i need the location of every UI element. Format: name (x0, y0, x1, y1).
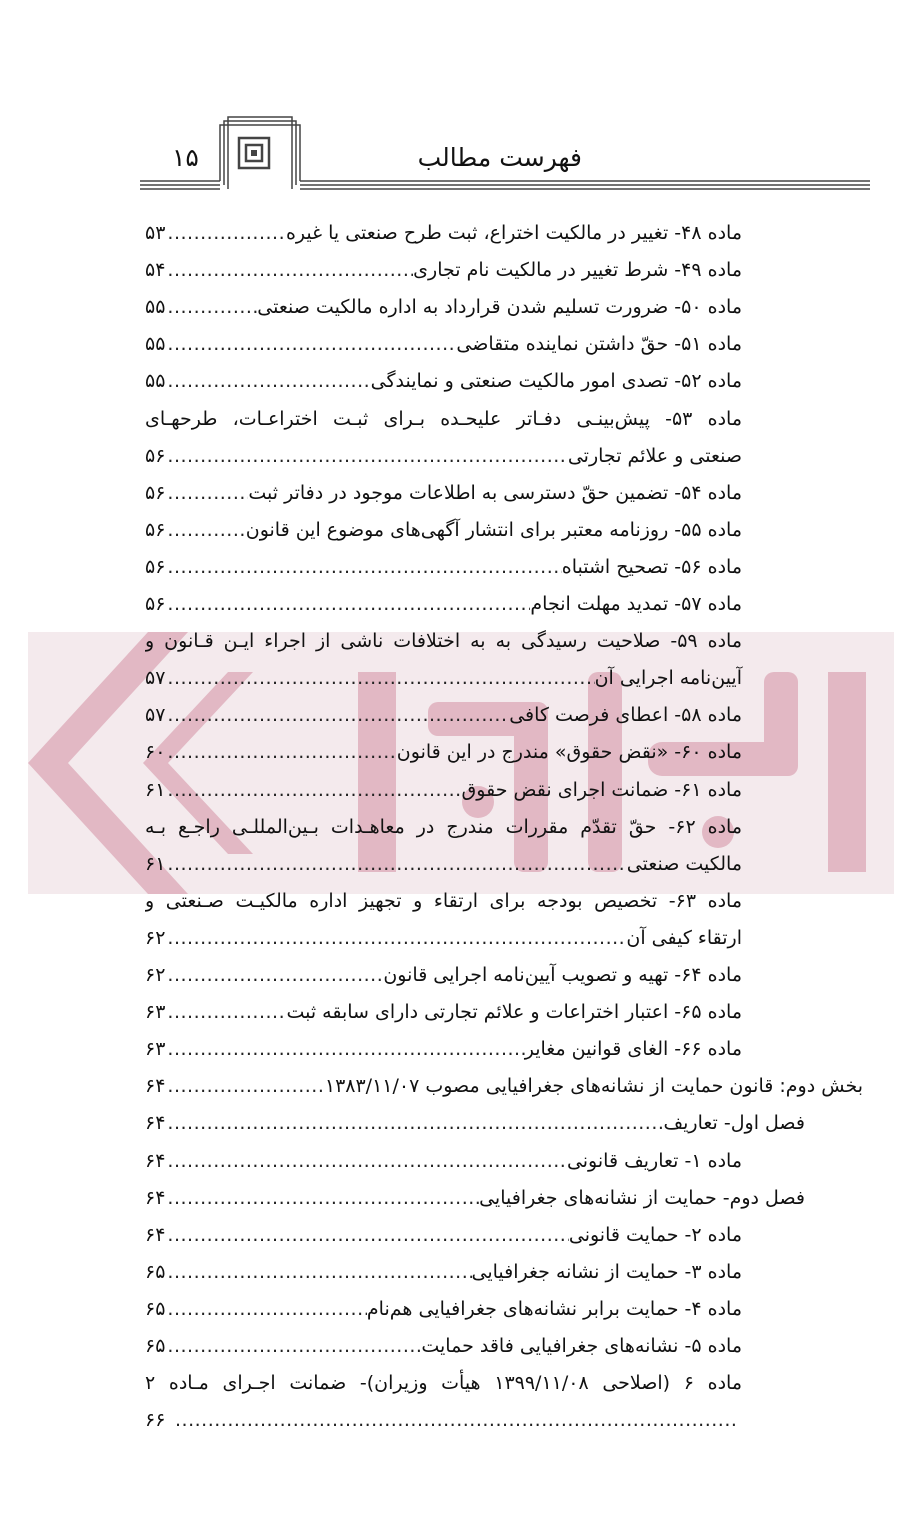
toc-entry-first-line: ماده ۵۳- پیش‌بینـی دفـاتر علیحـده بـرای ثبـت اختراعـات، طرحهـای (145, 407, 742, 430)
toc-entry-page: ۵۶ (145, 481, 166, 504)
toc-entry-title: ماده ۶۴- تهیه و تصویب آیین‌نامه اجرایی قانون (383, 964, 742, 986)
toc-entry-title: ماده ۵۵- روزنامه معتبر برای انتشار آگهی‌های موضوع این قانون (245, 518, 742, 541)
toc-entry-title: ماده ۵۷- تمدید مهلت انجام (530, 593, 742, 615)
toc-entry (145, 1255, 742, 1289)
toc-entry-title: ماده ۶۵- اعتبار اختراعات و علائم تجارتی دارای سابقه ثبت (286, 1001, 742, 1024)
toc-entry (145, 327, 742, 361)
toc-entry (145, 476, 742, 510)
toc-entry-page: ۶۰ (145, 741, 166, 764)
toc-entry-title: مالکیت صنعتی (626, 852, 742, 875)
toc-entry-title: ماده ۵۰- ضرورت تسلیم شدن قرارداد به اداره مالکیت صنعتی (257, 296, 742, 319)
toc-entry-page: ۵۶ (145, 555, 166, 578)
toc-leader-dots (167, 1106, 663, 1140)
toc-entry (145, 439, 742, 473)
toc-entry-page: ۵۷ (145, 704, 166, 727)
toc-entry (145, 661, 742, 695)
toc-entry (145, 921, 742, 955)
toc-leader-dots (167, 476, 248, 510)
toc-leader-dots (167, 1144, 567, 1178)
toc-entry-page: ۵۵ (145, 370, 166, 393)
toc-leader-dots (167, 513, 245, 547)
toc-entry-title: ماده ۶۰- «نقض حقوق» مندرج در این قانون (396, 741, 742, 764)
toc-entry (145, 550, 742, 584)
toc-entry-title: ماده ۱- تعاریف قانونی (566, 1149, 742, 1172)
toc-entry-page: ۶۵ (145, 1297, 166, 1320)
toc-entry (145, 1329, 742, 1363)
toc-entry-title: ماده ۳- حمایت از نشانه جغرافیایی (471, 1260, 742, 1283)
toc-leader-dots (167, 735, 396, 769)
toc-entry-first-line: ماده ۶۲- حقّ تقدّم مقررات مندرج در معاهـدات بـین‌المللـی راجـع بـه (145, 815, 742, 838)
toc-entry-page: ۶۳ (145, 1001, 166, 1024)
toc-entry (145, 587, 742, 621)
toc-leader-dots (167, 290, 257, 324)
toc-entry-page: ۵۵ (145, 333, 166, 356)
toc-entry-title: ماده ۵۴- تضمین حقّ دسترسی به اطلاعات موجود در دفاتر ثبت (248, 481, 742, 504)
toc-leader-dots (167, 1181, 479, 1215)
toc-leader-dots (167, 253, 413, 287)
toc-entry-title: ماده ۶۱- ضمانت اجرای نقض حقوق (461, 778, 742, 801)
toc-leader-dots (167, 1218, 568, 1252)
toc-entry (145, 1106, 805, 1140)
toc-leader-dots (167, 661, 594, 695)
toc-entry-page: ۶۴ (145, 1149, 166, 1172)
toc-entry-page: ۶۴ (145, 1223, 166, 1246)
toc-entry-page: ۶۴ (145, 1112, 166, 1135)
toc-entry-page: ۵۴ (145, 259, 166, 282)
toc-entry-title: ماده ۴- حمایت برابر نشانه‌های جغرافیایی هم‌نام (366, 1297, 742, 1320)
toc-entry (145, 1292, 742, 1326)
toc-leader-dots (167, 1292, 367, 1326)
toc-entry-title: ماده ۵۱- حقّ داشتن نماینده متقاضی (456, 333, 742, 356)
toc-leader-dots (167, 995, 286, 1029)
toc-leader-dots (167, 550, 561, 584)
toc-leader-dots (167, 364, 370, 398)
toc-entry (145, 1144, 742, 1178)
toc-entry (145, 698, 742, 732)
toc-entry (145, 513, 742, 547)
toc-entry-page: ۵۷ (145, 667, 166, 690)
toc-entry (145, 1218, 742, 1252)
toc-entry-title: ماده ۵۸- اعطای فرصت کافی (509, 704, 742, 727)
page-header (140, 115, 870, 195)
toc-entry (145, 773, 742, 807)
page-number: ۱۵ (172, 143, 199, 172)
toc-entry (145, 290, 742, 324)
toc-leader-dots (167, 847, 626, 881)
toc-entry-title: صنعتی و علائم تجارتی (567, 444, 742, 467)
toc-entry-title: ماده ۴۹- شرط تغییر در مالکیت نام تجاری (413, 259, 742, 282)
toc-entry-first-line: ماده ۵۹- صلاحیت رسیدگی به به اختلافات ناشی از اجراء ایـن قـانون و (145, 630, 742, 653)
toc-leader-dots (167, 773, 461, 807)
toc-entry-page: ۶۳ (145, 1038, 166, 1061)
toc-entry-first-line: ماده ۶ (اصلاحی ۱۳۹۹/۱۱/۰۸ هیأت وزیران)- ضمانت اجـرای مـاده ۲ (145, 1372, 742, 1395)
toc-entry-title: آیین‌نامه اجرایی آن (594, 667, 742, 690)
toc-entry-page: ۵۶ (145, 444, 166, 467)
toc-entry-page: ۶۱ (145, 778, 166, 801)
toc-entry-title: فصل دوم- حمایت از نشانه‌های جغرافیایی (479, 1186, 805, 1209)
toc-leader-dots (167, 1069, 324, 1103)
toc-leader-dots (167, 698, 509, 732)
toc-entry-page: ۵۶ (145, 593, 166, 615)
toc-entry-page: ۵۶ (145, 518, 166, 541)
toc-leader-dots (167, 216, 286, 250)
toc-leader-dots (167, 1329, 421, 1363)
toc-leader-dots (167, 1255, 471, 1289)
toc-leader-dots (167, 327, 456, 361)
toc-leader-dots (167, 958, 383, 992)
toc-leader-dots (175, 1403, 735, 1437)
toc-entry-page: ۵۵ (145, 296, 166, 319)
toc-entry-title: فصل اول- تعاریف (663, 1112, 805, 1135)
toc-entry-title: ماده ۲- حمایت قانونی (568, 1223, 742, 1246)
toc-entry-page: ۶۱ (145, 852, 166, 875)
toc-entry (145, 253, 742, 287)
toc-entry (145, 847, 742, 881)
toc-entry-page: ۶۴ (145, 1186, 166, 1209)
toc-leader-dots (167, 1032, 524, 1066)
toc-entry-page: ۵۳ (145, 222, 166, 244)
toc-entry-title: ماده ۶۶- الغای قوانین مغایر (524, 1038, 742, 1061)
toc-entry-page: ۶۴ (145, 1075, 166, 1098)
toc-entry-title: ماده ۴۸- تغییر در مالکیت اختراع، ثبت طرح صنعتی یا غیره (285, 222, 742, 244)
toc-entry-title: بخش دوم: قانون حمایت از نشانه‌های جغرافیایی مصوب ۱۳۸۳/۱۱/۰۷ (324, 1075, 863, 1098)
toc-entry-page: ۶۵ (145, 1260, 166, 1283)
toc-entry-first-line: ماده ۶۳- تخصیص بودجه برای ارتقاء و تجهیز اداره مالکیـت صـنعتی و (145, 889, 742, 912)
toc-entry-title: ماده ۵۲- تصدی امور مالکیت صنعتی و نمایندگی (370, 370, 742, 393)
toc-entry (145, 364, 742, 398)
toc-entry-page: ۶۵ (145, 1335, 166, 1357)
toc-entry (145, 995, 742, 1029)
page-header-title: فهرست مطالب (417, 143, 582, 172)
toc-entry (145, 1032, 742, 1066)
toc-entry-title: ارتقاء کیفی آن (626, 926, 742, 949)
toc-entry (145, 1069, 863, 1103)
toc-entry-page: ۶۶ (145, 1409, 166, 1432)
toc-entry-title: ماده ۵- نشانه‌های جغرافیایی فاقد حمایت (421, 1335, 742, 1357)
toc-entry-title: ماده ۵۶- تصحیح اشتباه (561, 555, 742, 578)
toc-leader-dots (167, 587, 530, 621)
toc-entry (145, 216, 742, 250)
toc-entry (145, 958, 742, 992)
toc-entry-page: ۶۲ (145, 964, 166, 986)
toc-entry-page: ۶۲ (145, 926, 166, 949)
toc-entry (145, 735, 742, 769)
toc-leader-dots (167, 921, 626, 955)
toc-entry (145, 1181, 805, 1215)
toc-leader-dots (167, 439, 567, 473)
